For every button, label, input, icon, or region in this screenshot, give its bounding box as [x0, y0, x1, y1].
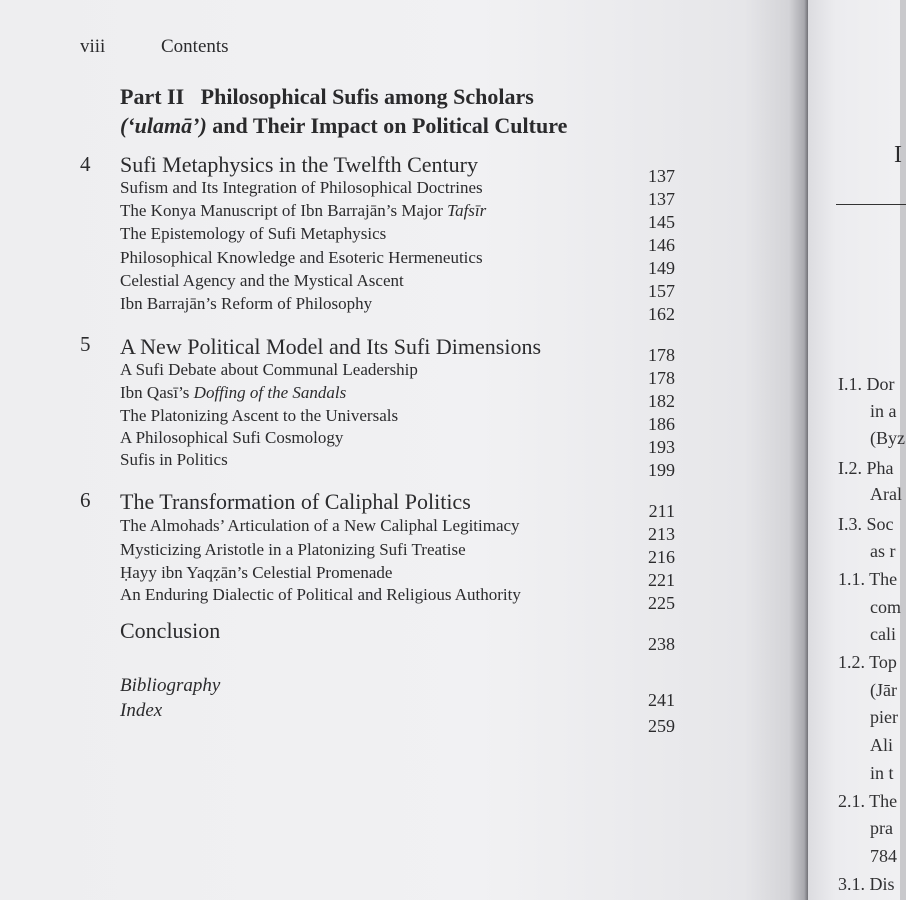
- figure-list-line: 784: [870, 846, 897, 866]
- page-number: 157: [648, 281, 675, 301]
- figure-list-line: cali: [870, 624, 896, 644]
- toc-entry: Mysticizing Aristotle in a Platonizing Sufi Treatise: [120, 540, 466, 559]
- right-page: [808, 0, 905, 900]
- right-page-heading-rule: [836, 204, 906, 205]
- chapter-title: The Transformation of Caliphal Politics: [120, 489, 471, 514]
- page-number: 241: [648, 690, 675, 710]
- toc-entry: The Almohads’ Articulation of a New Caliphal Legitimacy: [120, 516, 520, 535]
- figure-list-line: Aral: [870, 484, 902, 504]
- figure-list-line: in t: [870, 763, 894, 783]
- toc-entry: Philosophical Knowledge and Esoteric Hermeneutics: [120, 248, 483, 267]
- page-number: 216: [648, 547, 675, 567]
- toc-entry: A Philosophical Sufi Cosmology: [120, 428, 344, 447]
- toc-entry: The Epistemology of Sufi Metaphysics: [120, 224, 387, 243]
- part-title-line1: Philosophical Sufis among Scholars: [200, 84, 534, 109]
- page-number: 178: [648, 368, 675, 388]
- part-title-line2: and Their Impact on Political Culture: [206, 113, 568, 138]
- figure-list-line: I.3. Soc: [838, 514, 894, 534]
- chapter-title: Sufi Metaphysics in the Twelfth Century: [120, 152, 478, 177]
- figure-list-line: Ali: [870, 735, 894, 755]
- page-number: 186: [648, 414, 675, 434]
- figure-list-line: as r: [870, 541, 896, 561]
- page-number: 182: [648, 391, 675, 411]
- figure-list-line: I.1. Dor: [838, 374, 895, 394]
- chapter-number: 4: [80, 152, 91, 176]
- toc-entry: A Sufi Debate about Communal Leadership: [120, 360, 418, 379]
- figure-list-line: 3.1. Dis: [838, 874, 895, 894]
- part-title-italic: (‘ulamā’): [120, 113, 207, 138]
- toc-entry: Ibn Barrajān’s Reform of Philosophy: [120, 294, 373, 313]
- page-number: 221: [648, 570, 675, 590]
- page-number: 213: [648, 524, 675, 544]
- toc-entry: The Platonizing Ascent to the Universals: [120, 406, 399, 425]
- toc-entry: Sufism and Its Integration of Philosophical Doctrines: [120, 178, 483, 197]
- figure-list-line: 1.1. The: [838, 569, 898, 589]
- toc-entry: The Konya Manuscript of Ibn Barrajān’s Major Tafsīr: [120, 201, 487, 220]
- right-heading-fragment: I: [894, 142, 902, 168]
- bibliography-title: Bibliography: [120, 675, 221, 696]
- figure-list-line: pra: [870, 818, 893, 838]
- running-head-title: Contents: [161, 36, 229, 57]
- page-number: 145: [648, 212, 675, 232]
- toc-entry: Sufis in Politics: [120, 450, 228, 469]
- part-heading: [120, 82, 567, 140]
- figure-list-line: pier: [870, 707, 898, 727]
- toc-entry: Celestial Agency and the Mystical Ascent: [120, 271, 404, 290]
- chapter-number: 5: [80, 332, 91, 356]
- page-number: 137: [648, 166, 675, 186]
- page-number: 238: [648, 634, 675, 654]
- conclusion-title: Conclusion: [120, 618, 221, 643]
- figure-list-line: 2.1. The: [838, 791, 898, 811]
- figure-list-line: (Jār: [870, 680, 897, 700]
- page-number: 193: [648, 437, 675, 457]
- chapter-title: A New Political Model and Its Sufi Dimensions: [120, 334, 542, 359]
- page-number: 146: [648, 235, 675, 255]
- chapter-number: 6: [80, 488, 91, 512]
- toc-entry: Ibn Qasī’s Doffing of the Sandals: [120, 383, 347, 402]
- page-number: 162: [648, 304, 675, 324]
- index-title: Index: [120, 700, 163, 721]
- figure-list-line: in a: [870, 401, 897, 421]
- figure-list-line: 1.2. Top: [838, 652, 897, 672]
- page-number: 137: [648, 189, 675, 209]
- toc-entry: Ḥayy ibn Yaqẓān’s Celestial Promenade: [120, 563, 393, 582]
- page-number: 225: [648, 593, 675, 613]
- page-number: 178: [648, 345, 675, 365]
- figure-list-line: com: [870, 597, 901, 617]
- toc-entry: An Enduring Dialectic of Political and Religious Authority: [120, 585, 521, 604]
- page-number: 199: [648, 460, 675, 480]
- page-number: 259: [648, 716, 675, 736]
- running-head-page-number: viii: [80, 36, 106, 57]
- page-number: 211: [648, 501, 675, 521]
- part-label: Part II: [120, 84, 185, 109]
- figure-list-line: (Byz: [870, 428, 905, 448]
- page-number: 149: [648, 258, 675, 278]
- figure-list-line: I.2. Pha: [838, 458, 894, 478]
